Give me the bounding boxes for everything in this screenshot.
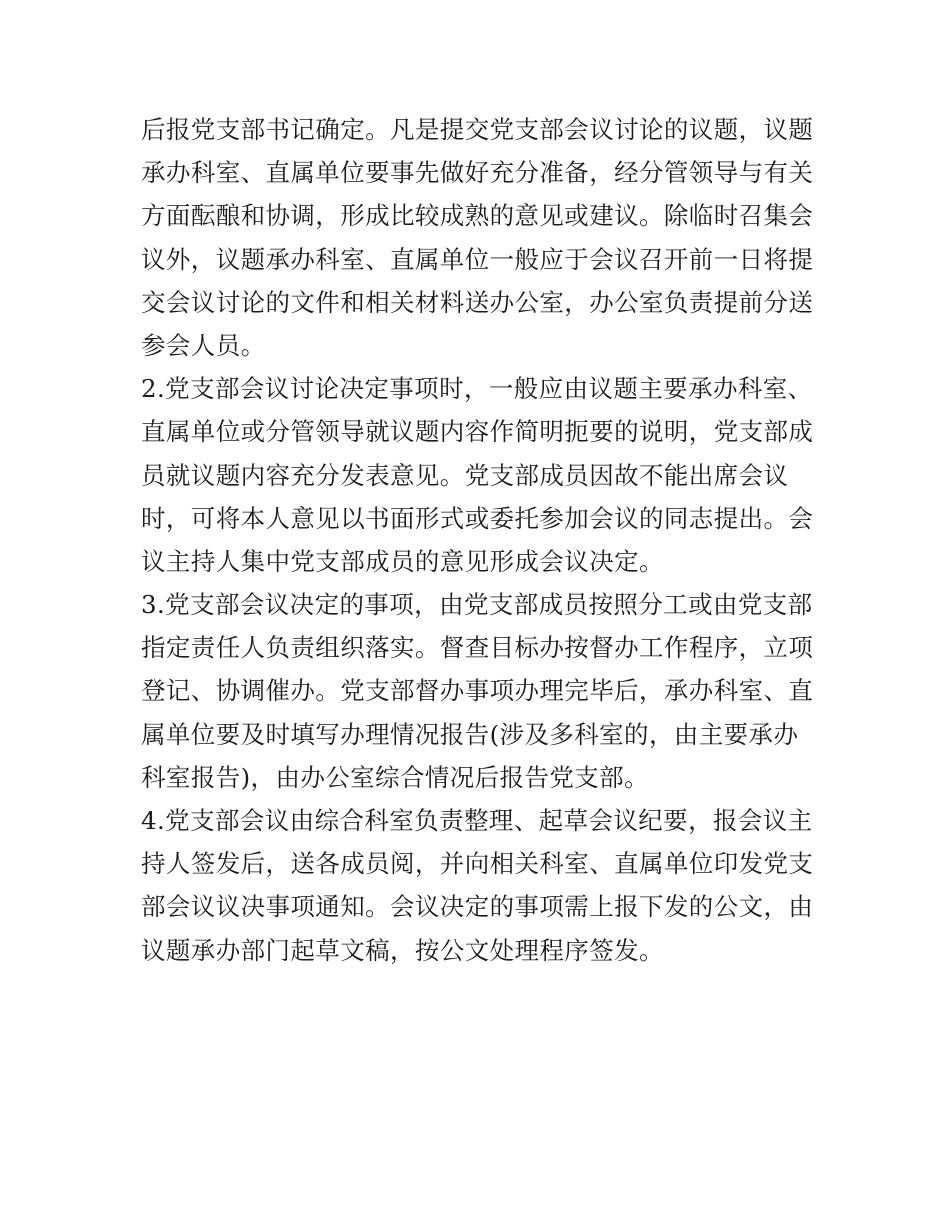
text-line: 时，可将本人意见以书面形式或委托参加会议的同志提出。会 (141, 503, 814, 533)
text-line: 登记、协调催办。党支部督办事项办理完毕后，承办科室、直 (141, 676, 814, 706)
text-line: 方面酝酿和协调，形成比较成熟的意见或建议。除临时召集会 (141, 201, 814, 231)
text-line: 参会人员。 (141, 330, 266, 360)
text-line: 2.党支部会议讨论决定事项时，一般应由议题主要承办科室、 (141, 374, 813, 404)
document-body (141, 108, 813, 972)
text-line: 员就议题内容充分发表意见。党支部成员因故不能出席会议 (141, 460, 789, 490)
text-line: 后报党支部书记确定。凡是提交党支部会议讨论的议题，议题 (141, 115, 814, 144)
text-line: 议外，议题承办科室、直属单位一般应于会议召开前一日将提 (141, 244, 814, 274)
text-line: 指定责任人负责组织落实。督查目标办按督办工作程序，立项 (141, 633, 814, 663)
text-line: 直属单位或分管领导就议题内容作简明扼要的说明，党支部成 (141, 417, 814, 447)
text-line: 承办科室、直属单位要事先做好充分准备，经分管领导与有关 (141, 158, 814, 188)
text-line: 持人签发后，送各成员阅，并向相关科室、直属单位印发党支 (141, 849, 814, 879)
text-line: 部会议议决事项通知。会议决定的事项需上报下发的公文，由 (141, 892, 814, 922)
text-line: 属单位要及时填写办理情况报告(涉及多科室的，由主要承办 (141, 719, 799, 749)
text-line: 科室报告)，由办公室综合情况后报告党支部。 (141, 762, 649, 792)
text-line: 4.党支部会议由综合科室负责整理、起草会议纪要，报会议主 (141, 806, 813, 835)
text-line: 议主持人集中党支部成员的意见形成会议决定。 (141, 546, 664, 576)
text-line: 议题承办部门起草文稿，按公文处理程序签发。 (141, 935, 664, 965)
text-line: 3.党支部会议决定的事项，由党支部成员按照分工或由党支部 (141, 590, 813, 620)
text-line: 交会议讨论的文件和相关材料送办公室，办公室负责提前分送 (141, 287, 814, 317)
